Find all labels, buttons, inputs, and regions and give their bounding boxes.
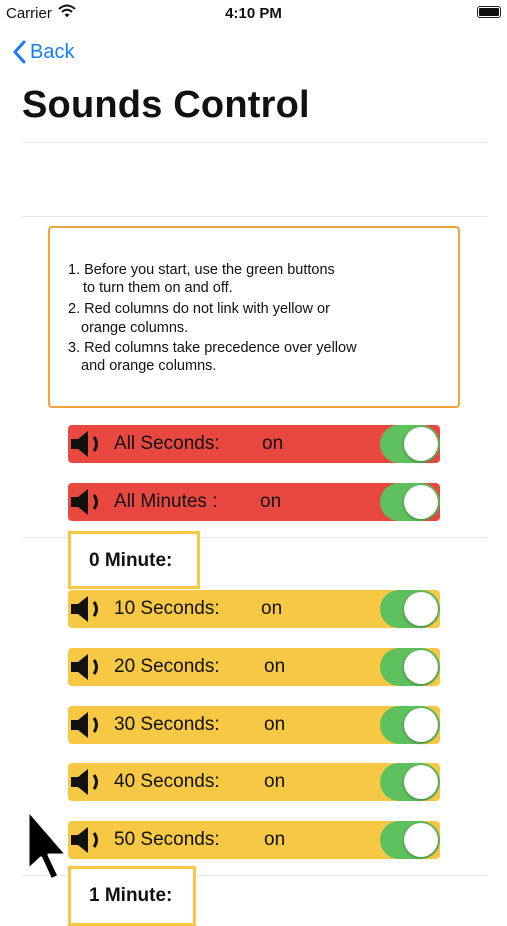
toggle-10-seconds[interactable] (380, 590, 440, 628)
back-label: Back (30, 40, 75, 63)
toggle-20-seconds[interactable] (380, 648, 440, 686)
row-state: on (264, 771, 286, 792)
section-divider (22, 216, 487, 217)
back-button[interactable] (12, 38, 74, 66)
instruction-line: 3. Red columns take precedence over yellow (68, 340, 357, 356)
section-header-0-minute (68, 531, 200, 589)
section-header-1-minute (68, 866, 196, 926)
speaker-icon[interactable] (68, 487, 104, 522)
header-divider (22, 142, 487, 143)
status-bar (0, 0, 507, 28)
speaker-icon[interactable] (68, 767, 104, 802)
all-minutes-toggle[interactable] (380, 483, 440, 521)
row-40-seconds (68, 763, 440, 801)
row-label: 10 Seconds: (114, 598, 220, 619)
all-seconds-row (68, 425, 440, 463)
row-10-seconds (68, 590, 440, 628)
instruction-line: 2. Red columns do not link with yellow or (68, 301, 330, 317)
all-minutes-row (68, 483, 440, 521)
toggle-30-seconds[interactable] (380, 706, 440, 744)
instruction-line: and orange columns. (81, 358, 217, 374)
speaker-icon[interactable] (68, 710, 104, 745)
row-20-seconds (68, 648, 440, 686)
chevron-left-icon (12, 40, 26, 64)
row-50-seconds (68, 821, 440, 859)
row-state: on (262, 433, 284, 454)
row-state: on (260, 491, 282, 512)
speaker-icon[interactable] (68, 652, 104, 687)
instruction-line: orange columns. (81, 320, 189, 336)
row-state: on (264, 829, 286, 850)
carrier-label: Carrier (6, 5, 52, 22)
all-seconds-toggle[interactable] (380, 425, 440, 463)
row-label: 30 Seconds: (114, 714, 220, 735)
row-label: 40 Seconds: (114, 771, 220, 792)
row-state: on (264, 714, 286, 735)
row-label: All Seconds: (114, 433, 220, 454)
instruction-line: 1. Before you start, use the green buttons (68, 262, 335, 278)
row-30-seconds (68, 706, 440, 744)
page-title: Sounds Control (22, 84, 310, 126)
row-state: on (261, 598, 283, 619)
battery-icon (477, 6, 501, 18)
speaker-icon[interactable] (68, 594, 104, 629)
row-label: All Minutes : (114, 491, 218, 512)
instruction-line: to turn them on and off. (83, 280, 233, 296)
toggle-40-seconds[interactable] (380, 763, 440, 801)
cursor-icon (24, 808, 74, 889)
speaker-icon[interactable] (68, 429, 104, 464)
section-title: 1 Minute: (89, 885, 173, 906)
toggle-50-seconds[interactable] (380, 821, 440, 859)
section-title: 0 Minute: (89, 550, 173, 571)
status-time: 4:10 PM (225, 5, 282, 22)
row-state: on (264, 656, 286, 677)
row-label: 50 Seconds: (114, 829, 220, 850)
row-label: 20 Seconds: (114, 656, 220, 677)
instructions-box (48, 226, 460, 408)
